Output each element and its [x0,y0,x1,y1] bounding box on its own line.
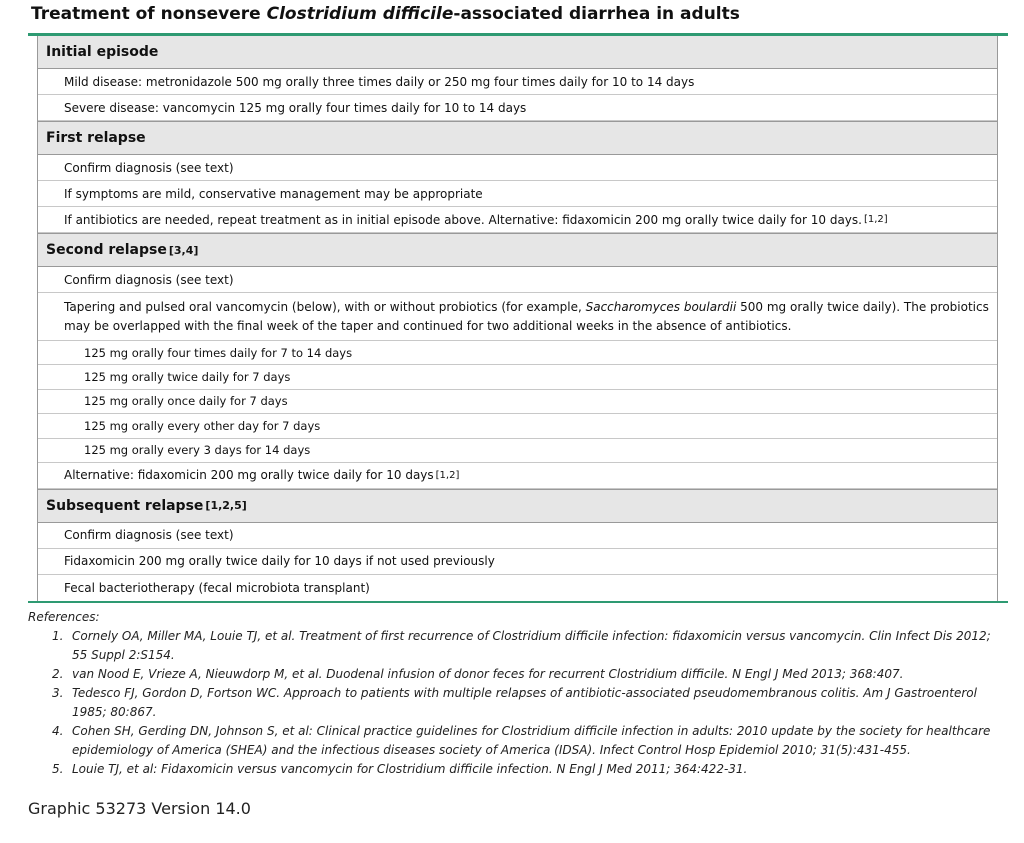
taper-intro-after: 500 mg orally twice daily). The probiotics may be overlapped with the final week of the taper and continued for two additional weeks in the absence of antibiotics. [64,299,989,333]
row-text: Confirm diagnosis (see text) [64,160,234,175]
table-row [38,575,997,601]
reference-text: Cohen SH, Gerding DN, Johnson S, et al: Clinical practice guidelines for Clostridium difficile infection in adults: 2010 update by the society for healthcare epidemiology of America (SHEA) and the infectious diseases society of America (IDSA). Infect Control Hosp Epidemiol 2010; 31(5):431-455. [72,724,991,757]
table-row [38,69,997,95]
row-text: Confirm diagnosis (see text) [64,272,234,287]
citation-ref[interactable]: [1,2] [435,469,460,481]
table-row [38,463,997,489]
title-italic: Clostridium difficile [266,4,454,24]
row-text: Alternative: fidaxomicin 200 mg orally twice daily for 10 days [64,468,434,483]
section-heading: First relapse [46,130,146,146]
table-body [37,36,998,601]
section-heading: Initial episode [46,44,159,60]
section-header-initial-episode [38,36,997,69]
taper-step-text: 125 mg orally twice daily for 7 days [84,370,291,385]
taper-step-row [38,414,997,438]
citation-ref[interactable]: [1,2,5] [205,499,247,513]
reference-item [28,684,1008,722]
section-header-subsequent-relapse [38,489,997,523]
references [28,610,1008,779]
taper-step-text: 125 mg orally every other day for 7 days [84,418,321,433]
taper-step-text: 125 mg orally once daily for 7 days [84,394,288,409]
section-header-first-relapse [38,121,997,155]
section-heading: Subsequent relapse [46,497,204,514]
taper-step-row [38,390,997,414]
reference-number: 4. [52,724,64,738]
table-row-taper-intro [38,293,997,341]
taper-step-text: 125 mg orally every 3 days for 14 days [84,443,311,458]
row-text: Severe disease: vancomycin 125 mg orally four times daily for 10 to 14 days [64,100,527,115]
bottom-rule [28,601,1008,603]
table-row [38,523,997,549]
references-list [28,627,1008,779]
row-text: Fecal bacteriotherapy (fecal microbiota transplant) [64,580,370,595]
reference-text: van Nood E, Vrieze A, Nieuwdorp M, et al. Duodenal infusion of donor feces for recurrent Clostridium difficile. N Engl J Med 2013; 368:407. [72,667,904,681]
graphic-version-footer: Graphic 53273 Version 14.0 [28,799,251,818]
references-label: References: [28,610,100,624]
table-row [38,549,997,575]
table-row [38,155,997,181]
row-text: Fidaxomicin 200 mg orally twice daily for 10 days if not used previously [64,554,495,569]
title-suffix: -associated diarrhea in adults [453,4,740,24]
reference-item [28,760,1008,779]
reference-text: Louie TJ, et al: Fidaxomicin versus vancomycin for Clostridium difficile infection. N Engl J Med 2011; 364:422-31. [72,762,748,776]
table-row [38,181,997,207]
taper-step-row [38,439,997,463]
taper-step-row [38,341,997,365]
reference-item [28,627,1008,665]
reference-text: Cornely OA, Miller MA, Louie TJ, et al. Treatment of first recurrence of Clostridium difficile infection: fidaxomicin versus vancomycin. Clin Infect Dis 2012; 55 Suppl 2:S154. [72,629,991,662]
reference-number: 2. [52,667,64,681]
reference-text: Tedesco FJ, Gordon D, Fortson WC. Approach to patients with multiple relapses of antibiotic-associated pseudomembranous colitis. Am J Gastroenterol 1985; 80:867. [72,686,977,719]
table-row [38,95,997,121]
row-text: Mild disease: metronidazole 500 mg orally three times daily or 250 mg four times daily for 10 to 14 days [64,74,695,89]
row-text: Confirm diagnosis (see text) [64,528,234,543]
taper-intro-before: Tapering and pulsed oral vancomycin (below), with or without probiotics (for example, [64,299,586,314]
row-text: If symptoms are mild, conservative management may be appropriate [64,186,483,201]
section-header-second-relapse [38,233,997,267]
taper-intro-text [64,298,989,336]
reference-item [28,665,1008,684]
section-heading: Second relapse [46,242,167,258]
taper-step-row [38,365,997,389]
reference-number: 1. [52,629,64,643]
title-prefix: Treatment of nonsevere [31,4,267,24]
table-row [38,267,997,293]
treatment-table [28,33,1008,603]
citation-ref[interactable]: [3,4] [168,243,199,257]
taper-intro-italic: Saccharomyces boulardii [585,299,737,314]
taper-step-text: 125 mg orally four times daily for 7 to 14 days [84,345,353,360]
reference-number: 5. [52,762,64,776]
table-row [38,207,997,233]
reference-item [28,722,1008,760]
row-text: If antibiotics are needed, repeat treatment as in initial episode above. Alternative: fidaxomicin 200 mg orally twice daily for 10 days. [64,212,862,227]
citation-ref[interactable]: [1,2] [863,214,888,225]
reference-number: 3. [52,686,64,700]
page-title [31,4,740,24]
